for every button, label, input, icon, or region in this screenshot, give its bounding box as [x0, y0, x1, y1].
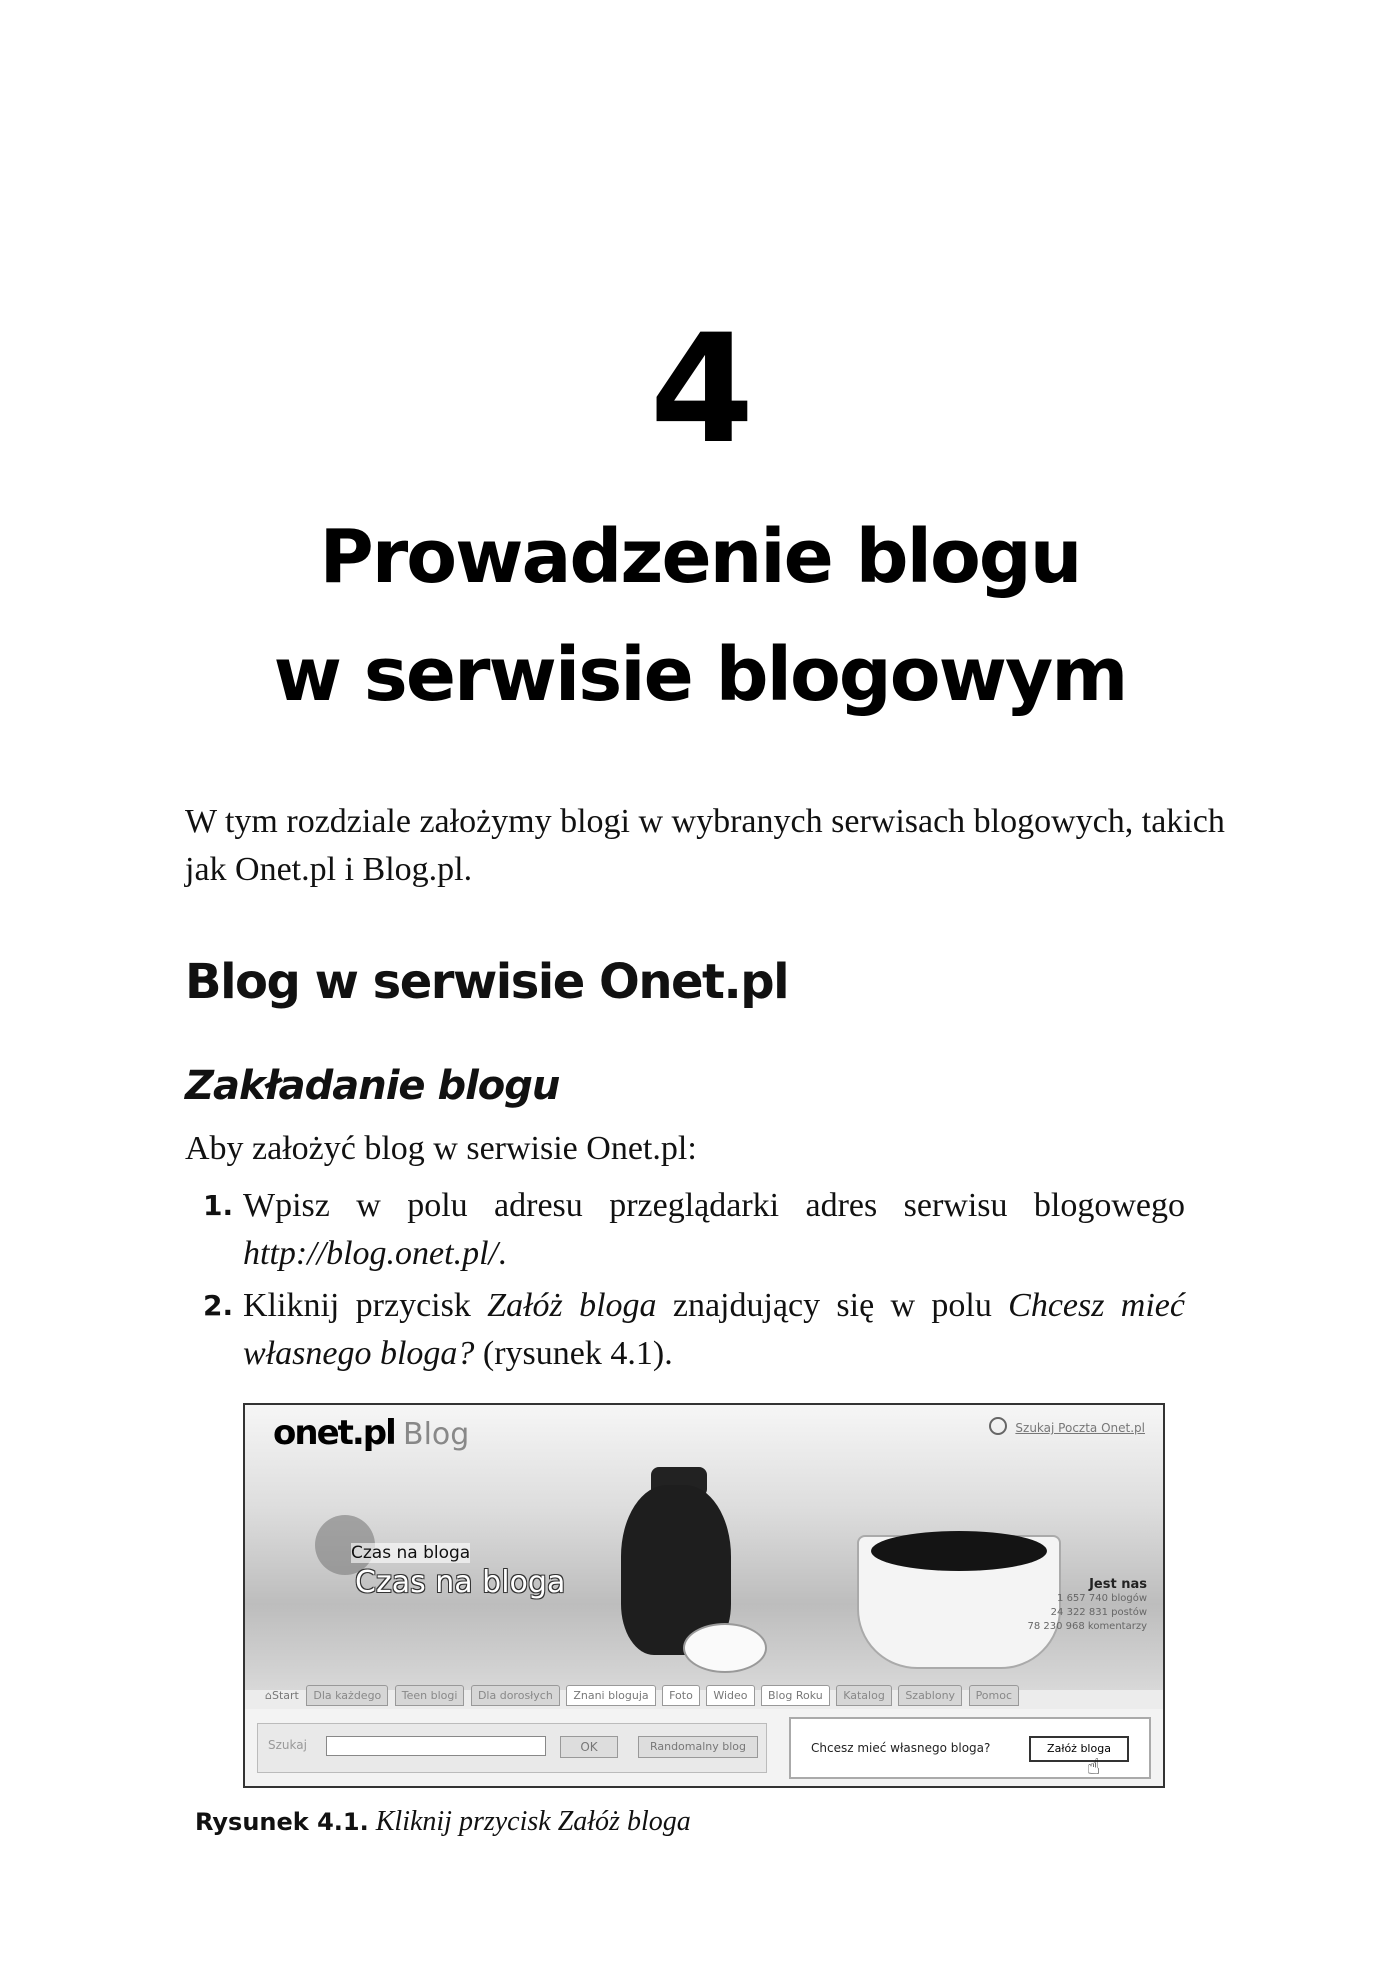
top-links[interactable] — [989, 1417, 1145, 1435]
figure-bottom-bar — [245, 1709, 1163, 1787]
hand-cursor-icon: ☝ — [1087, 1755, 1101, 1780]
lead-paragraph: Aby założyć blog w serwisie Onet.pl: — [185, 1130, 697, 1167]
search-input[interactable] — [326, 1736, 546, 1756]
nav-tab[interactable]: Dla dorosłych — [471, 1685, 560, 1706]
nav-tab[interactable]: Teen blogi — [395, 1685, 465, 1706]
nav-tab[interactable]: Blog Roku — [761, 1685, 830, 1706]
nav-tab[interactable]: Katalog — [836, 1685, 892, 1706]
caption-text: Kliknij przycisk Załóż bloga — [375, 1806, 691, 1837]
create-blog-button[interactable]: Załóż bloga — [1029, 1736, 1129, 1762]
search-label: Szukaj — [268, 1738, 307, 1752]
top-links-text[interactable]: Szukaj Poczta Onet.pl — [1015, 1421, 1145, 1435]
step-number: 2. — [203, 1289, 234, 1322]
search-ok-button[interactable]: OK — [560, 1736, 618, 1758]
step-text: (rysunek 4.1). — [474, 1335, 673, 1372]
chapter-title-line-1: Prowadzenie blogu — [319, 514, 1081, 600]
figure-screenshot — [243, 1403, 1165, 1788]
step-field-name: Chcesz mieć własnego bloga? — [243, 1287, 1185, 1372]
random-blog-button[interactable]: Randomalny blog — [638, 1736, 758, 1758]
create-blog-box — [789, 1717, 1151, 1779]
caption-label: Rysunek 4.1. — [195, 1808, 369, 1836]
banner-big-text: Czas na bloga — [355, 1565, 566, 1600]
subsection-heading: Zakładanie blogu — [185, 1063, 560, 1109]
stats-row: 24 322 831 postów — [1050, 1607, 1147, 1618]
nav-start[interactable]: ⌂Start — [265, 1689, 299, 1702]
banner-small-text: Czas na bloga — [351, 1543, 471, 1563]
step-1 — [185, 1182, 1185, 1278]
stats-row: 1 657 740 blogów — [1057, 1593, 1147, 1604]
step-text: Wpisz w polu adresu przeglądarki adres serwisu blogowego — [243, 1187, 1185, 1224]
nav-tab[interactable]: Znani bloguja — [566, 1685, 655, 1706]
mouse-image — [683, 1623, 767, 1673]
step-number: 1. — [203, 1189, 234, 1222]
nav-tab[interactable]: Pomoc — [969, 1685, 1019, 1706]
stats-row: 78 230 968 komentarzy — [1027, 1621, 1147, 1632]
blog-logo-label: Blog — [403, 1417, 470, 1452]
search-box — [257, 1723, 767, 1773]
figure-caption — [195, 1802, 691, 1842]
coffee-image — [871, 1531, 1047, 1571]
step-url: http://blog.onet.pl/ — [243, 1235, 498, 1272]
steps-list — [185, 1182, 1185, 1382]
create-blog-label: Chcesz mieć własnego bloga? — [811, 1741, 991, 1755]
step-text: . — [497, 1235, 507, 1272]
stats-title: Jest nas — [1089, 1577, 1147, 1592]
nav-tab[interactable]: Szablony — [898, 1685, 962, 1706]
section-heading: Blog w serwisie Onet.pl — [185, 954, 789, 1010]
step-text: Kliknij przycisk — [243, 1287, 488, 1324]
chapter-title-line-2: w serwisie blogowym — [273, 632, 1127, 718]
chapter-title — [0, 498, 1400, 734]
step-2 — [185, 1282, 1185, 1378]
step-text: znajdujący się w polu — [656, 1287, 1009, 1324]
stats-box — [1017, 1577, 1147, 1634]
figure-nav — [265, 1685, 1145, 1709]
nav-tab[interactable]: Dla każdego — [306, 1685, 388, 1706]
intro-paragraph: W tym rozdziale założymy blogi w wybranych serwisach blogowych, takich jak Onet.pl i Blog.pl. — [185, 803, 1225, 888]
nav-tab[interactable]: Wideo — [706, 1685, 754, 1706]
globe-icon — [989, 1417, 1007, 1435]
step-button-name: Załóż bloga — [487, 1287, 657, 1324]
chapter-number: 4 — [649, 303, 751, 477]
nav-tab[interactable]: Foto — [662, 1685, 700, 1706]
figure-banner — [245, 1405, 1163, 1690]
onet-logo[interactable]: onet.pl — [273, 1413, 395, 1453]
nav-start-label[interactable]: Start — [271, 1689, 299, 1702]
